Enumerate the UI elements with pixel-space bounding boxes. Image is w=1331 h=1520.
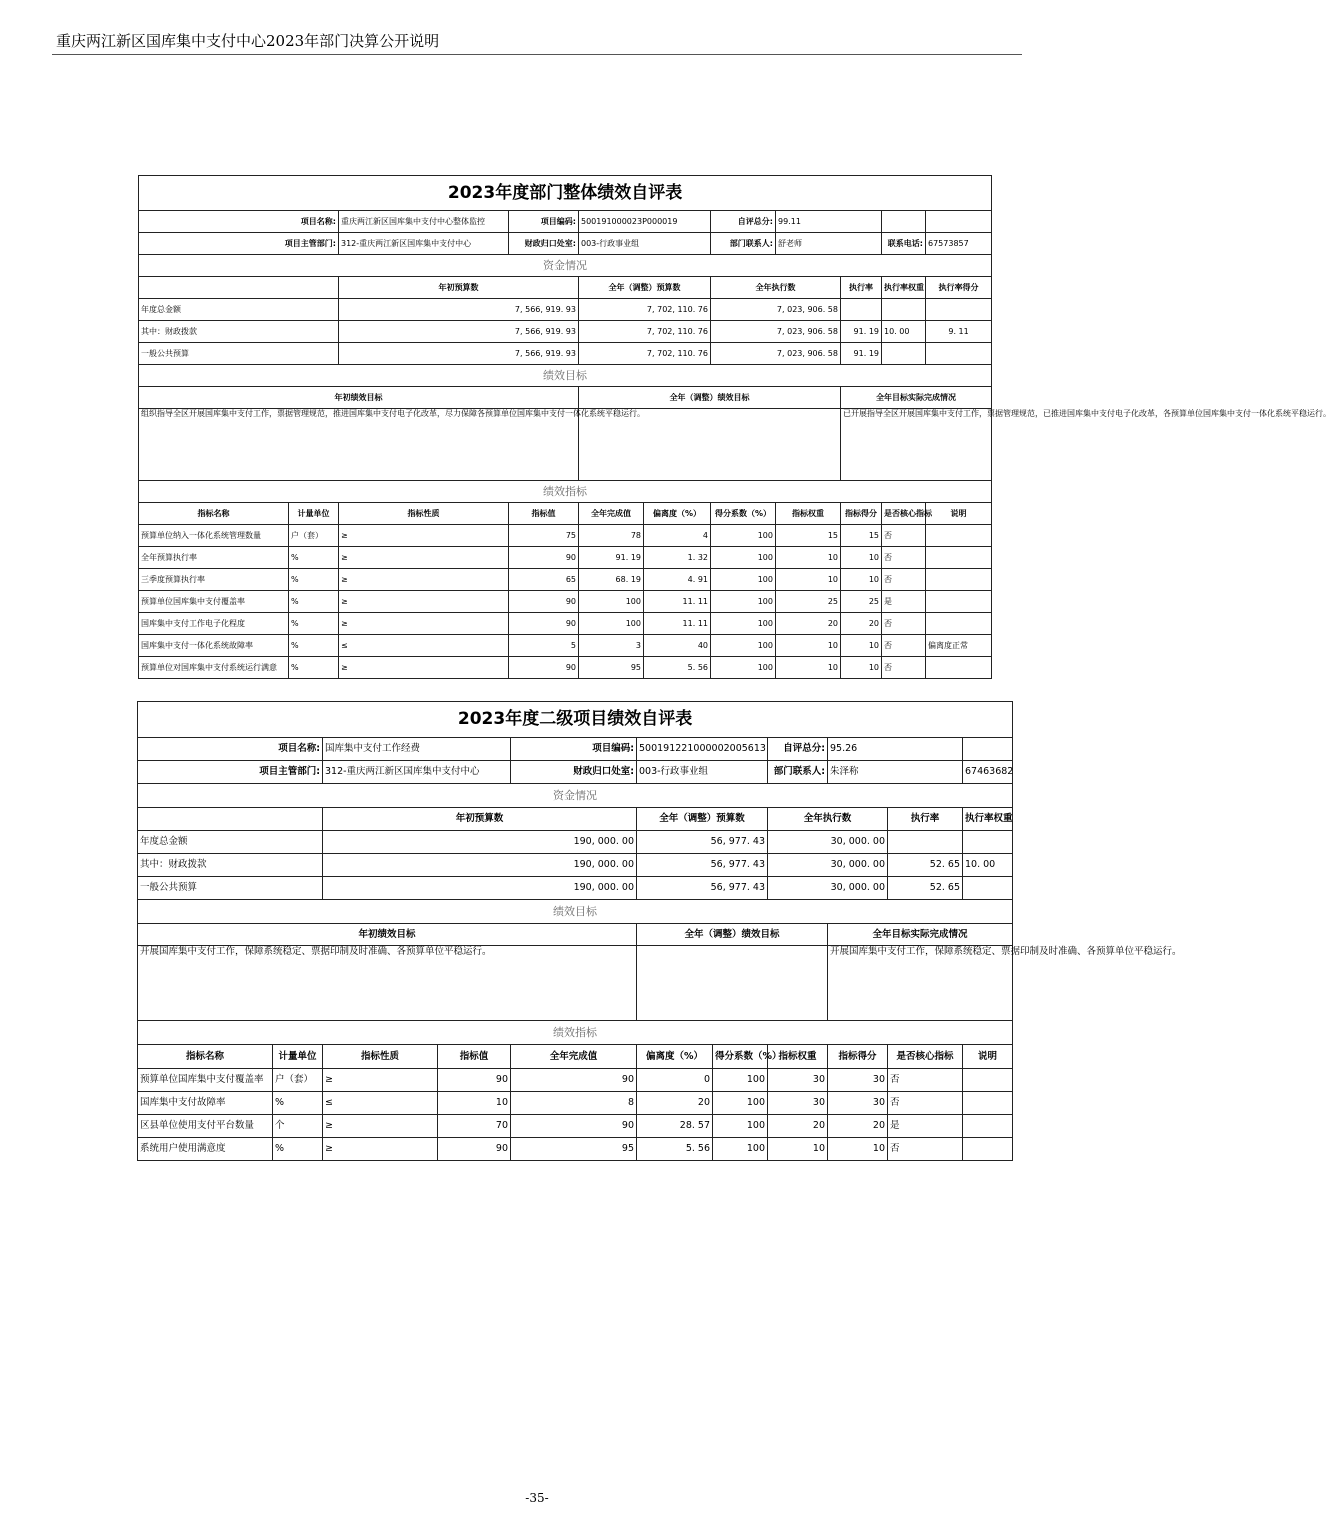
indicator-deviation: 11. 11 [644, 613, 711, 635]
indicator-header: 偏离度（%） [637, 1045, 713, 1069]
goals-header: 全年（调整）绩效目标 [637, 924, 828, 946]
indicator-coef: 100 [713, 1092, 768, 1115]
funds-row [139, 343, 992, 365]
indicator-name: 系统用户使用满意度 [138, 1138, 273, 1161]
funds-weight [963, 877, 1013, 900]
funds-rate: 52. 65 [888, 877, 963, 900]
indicator-unit: % [289, 569, 339, 591]
funds-weight [882, 343, 926, 365]
self-score-value: 99.11 [776, 211, 882, 233]
indicator-name: 国库集中支付一体化系统故障率 [139, 635, 289, 657]
funds-adjusted: 56, 977. 43 [637, 831, 768, 854]
indicator-header: 指标名称 [138, 1045, 273, 1069]
project-name-label: 项目名称: [139, 211, 339, 233]
indicator-coef: 100 [713, 1138, 768, 1161]
funds-initial: 190, 000. 00 [323, 854, 637, 877]
table-row [138, 1092, 1013, 1115]
indicator-coef: 100 [711, 635, 776, 657]
indicator-unit: % [273, 1138, 323, 1161]
indicator-nature: ≤ [339, 635, 509, 657]
indicator-note [963, 1138, 1013, 1161]
funds-header: 执行率 [888, 808, 963, 831]
funds-header: 执行率得分 [926, 277, 992, 299]
indicator-header: 说明 [963, 1045, 1013, 1069]
indicator-core: 否 [882, 657, 926, 679]
self-score-value: 95.26 [828, 738, 963, 761]
indicator-target: 90 [509, 613, 579, 635]
funds-executed: 30, 000. 00 [768, 877, 888, 900]
dept-label: 项目主管部门: [138, 761, 323, 784]
indicator-header: 全年完成值 [579, 503, 644, 525]
indicator-header: 指标得分 [828, 1045, 888, 1069]
indicator-deviation: 11. 11 [644, 591, 711, 613]
indicator-actual: 78 [579, 525, 644, 547]
indicator-core: 否 [888, 1069, 963, 1092]
indicator-deviation: 40 [644, 635, 711, 657]
table-row [139, 547, 992, 569]
funds-score [926, 343, 992, 365]
indicator-header: 指标权重 [768, 1045, 828, 1069]
indicator-weight: 20 [776, 613, 841, 635]
indicator-deviation: 20 [637, 1092, 713, 1115]
indicator-header: 指标得分 [841, 503, 882, 525]
blank-cell [139, 277, 339, 299]
contact-label: 部门联系人: [768, 761, 828, 784]
indicator-deviation: 4. 91 [644, 569, 711, 591]
indicator-core: 否 [882, 635, 926, 657]
indicator-target: 90 [438, 1138, 511, 1161]
indicator-nature: ≥ [323, 1138, 438, 1161]
table-row [139, 591, 992, 613]
indicator-unit: % [289, 613, 339, 635]
indicator-coef: 100 [711, 613, 776, 635]
goal-initial: 开展国库集中支付工作，保障系统稳定、票据印制及时准确、各预算单位平稳运行。 [138, 946, 637, 1021]
indicator-weight: 20 [768, 1115, 828, 1138]
funds-header: 年初预算数 [323, 808, 637, 831]
funds-initial: 190, 000. 00 [323, 831, 637, 854]
indicator-header: 指标权重 [776, 503, 841, 525]
indicator-note [926, 569, 992, 591]
goal-initial: 组织指导全区开展国库集中支付工作，票据管理规范，推进国库集中支付电子化改革，尽力保障各预算单位国库集中支付一体化系统平稳运行。 [139, 409, 579, 481]
blank-cell [138, 808, 323, 831]
indicator-target: 90 [509, 547, 579, 569]
indicator-header-row [139, 503, 992, 525]
self-score-label: 自评总分: [711, 211, 776, 233]
indicator-nature: ≥ [339, 569, 509, 591]
funds-row [139, 299, 992, 321]
funds-row-name: 年度总金额 [139, 299, 339, 321]
indicator-core: 否 [882, 613, 926, 635]
indicator-header: 指标值 [509, 503, 579, 525]
indicator-rows [139, 525, 992, 679]
blank-cell [882, 211, 926, 233]
funds-initial: 7, 566, 919. 93 [339, 299, 579, 321]
indicator-target: 75 [509, 525, 579, 547]
indicator-name: 国库集中支付工作电子化程度 [139, 613, 289, 635]
indicator-actual: 100 [579, 613, 644, 635]
funds-executed: 30, 000. 00 [768, 854, 888, 877]
indicator-deviation: 0 [637, 1069, 713, 1092]
phone-label: 联系电话: [882, 233, 926, 255]
funds-rate [841, 299, 882, 321]
indicator-weight: 25 [776, 591, 841, 613]
table-row [138, 1069, 1013, 1092]
indicator-note: 偏离度正常 [926, 635, 992, 657]
funds-row-name: 一般公共预算 [139, 343, 339, 365]
indicator-header: 得分系数（%） [713, 1045, 768, 1069]
indicator-target: 90 [509, 591, 579, 613]
funds-initial: 7, 566, 919. 93 [339, 343, 579, 365]
indicator-unit: % [289, 635, 339, 657]
indicator-actual: 90 [511, 1069, 637, 1092]
indicator-nature: ≥ [339, 591, 509, 613]
indicator-unit: % [289, 547, 339, 569]
indicator-target: 70 [438, 1115, 511, 1138]
indicator-name: 国库集中支付故障率 [138, 1092, 273, 1115]
indicators-section-title: 绩效指标 [138, 1021, 1013, 1045]
goal-actual: 已开展指导全区开展国库集中支付工作，票据管理规范，已推进国库集中支付电子化改革，各预算单位国库集中支付一体化系统平稳运行。 [841, 409, 992, 481]
indicator-weight: 15 [776, 525, 841, 547]
project-name-label: 项目名称: [138, 738, 323, 761]
funds-row-name: 其中：财政拨款 [138, 854, 323, 877]
indicator-note [926, 613, 992, 635]
indicator-weight: 30 [768, 1092, 828, 1115]
dept-value: 312-重庆两江新区国库集中支付中心 [323, 761, 511, 784]
funds-rate: 52. 65 [888, 854, 963, 877]
funds-initial: 7, 566, 919. 93 [339, 321, 579, 343]
indicator-target: 5 [509, 635, 579, 657]
indicator-score: 15 [841, 525, 882, 547]
funds-initial: 190, 000. 00 [323, 877, 637, 900]
indicator-unit: 个 [273, 1115, 323, 1138]
funds-header: 全年（调整）预算数 [579, 277, 711, 299]
indicator-header: 指标性质 [339, 503, 509, 525]
funds-header: 年初预算数 [339, 277, 579, 299]
project-name-value: 国库集中支付工作经费 [323, 738, 511, 761]
indicator-note [926, 547, 992, 569]
goal-adjusted [579, 409, 841, 481]
indicator-coef: 100 [711, 569, 776, 591]
indicator-note [963, 1092, 1013, 1115]
funds-rate: 91. 19 [841, 343, 882, 365]
indicator-target: 10 [438, 1092, 511, 1115]
indicator-name: 三季度预算执行率 [139, 569, 289, 591]
indicator-header: 是否核心指标 [888, 1045, 963, 1069]
funds-rate: 91. 19 [841, 321, 882, 343]
finance-office-value: 003-行政事业组 [579, 233, 711, 255]
indicator-target: 90 [509, 657, 579, 679]
funds-header: 全年执行数 [768, 808, 888, 831]
funds-header: 全年（调整）预算数 [637, 808, 768, 831]
dept-value: 312-重庆两江新区国库集中支付中心 [339, 233, 509, 255]
indicator-header: 是否核心指标 [882, 503, 926, 525]
indicator-note [926, 591, 992, 613]
self-score-label: 自评总分: [768, 738, 828, 761]
indicator-header: 指标性质 [323, 1045, 438, 1069]
indicator-score: 10 [841, 547, 882, 569]
funds-header: 执行率权重 [963, 808, 1013, 831]
phone-value: 67573857 [926, 233, 992, 255]
funds-section-title: 资金情况 [139, 255, 992, 277]
indicator-core: 否 [888, 1138, 963, 1161]
indicator-weight: 10 [768, 1138, 828, 1161]
indicator-actual: 100 [579, 591, 644, 613]
table-row [139, 569, 992, 591]
indicator-nature: ≥ [339, 613, 509, 635]
goals-header: 全年（调整）绩效目标 [579, 387, 841, 409]
goal-actual: 开展国库集中支付工作，保障系统稳定、票据印制及时准确、各预算单位平稳运行。 [828, 946, 1013, 1021]
indicator-note [963, 1115, 1013, 1138]
project-code-label: 项目编码: [511, 738, 637, 761]
indicator-score: 10 [828, 1138, 888, 1161]
indicator-rows [138, 1069, 1013, 1161]
indicator-core: 否 [882, 547, 926, 569]
indicator-deviation: 5. 56 [637, 1138, 713, 1161]
blank-cell [926, 211, 992, 233]
indicator-note [926, 525, 992, 547]
dept-performance-form [138, 175, 1331, 679]
indicator-header: 全年完成值 [511, 1045, 637, 1069]
phone-value: 67463682 [963, 761, 1013, 784]
indicator-score: 30 [828, 1092, 888, 1115]
indicator-unit: % [289, 591, 339, 613]
indicator-nature: ≥ [339, 525, 509, 547]
funds-score: 9. 11 [926, 321, 992, 343]
indicator-score: 20 [828, 1115, 888, 1138]
contact-value: 朱泽称 [828, 761, 963, 784]
indicator-actual: 95 [579, 657, 644, 679]
indicator-nature: ≥ [323, 1115, 438, 1138]
indicator-nature: ≥ [339, 547, 509, 569]
funds-executed: 7, 023, 906. 58 [711, 299, 841, 321]
indicator-header: 说明 [926, 503, 992, 525]
project-code-label: 项目编码: [509, 211, 579, 233]
indicator-deviation: 4 [644, 525, 711, 547]
funds-executed: 30, 000. 00 [768, 831, 888, 854]
funds-weight [963, 831, 1013, 854]
indicator-name: 预算单位对国库集中支付系统运行满意 [139, 657, 289, 679]
goals-header: 年初绩效目标 [138, 924, 637, 946]
indicator-name: 区县单位使用支付平台数量 [138, 1115, 273, 1138]
dept-label: 项目主管部门: [139, 233, 339, 255]
funds-row-name: 一般公共预算 [138, 877, 323, 900]
indicator-score: 10 [841, 635, 882, 657]
indicator-unit: % [273, 1092, 323, 1115]
form-title: 2023年度部门整体绩效自评表 [139, 176, 992, 211]
funds-row [138, 854, 1013, 877]
funds-row [138, 877, 1013, 900]
indicator-score: 20 [841, 613, 882, 635]
indicator-weight: 10 [776, 657, 841, 679]
indicator-core: 是 [888, 1115, 963, 1138]
indicator-coef: 100 [713, 1069, 768, 1092]
indicator-coef: 100 [711, 525, 776, 547]
indicator-weight: 10 [776, 635, 841, 657]
funds-adjusted: 56, 977. 43 [637, 877, 768, 900]
finance-office-label: 财政归口处室: [509, 233, 579, 255]
funds-row-name: 其中：财政拨款 [139, 321, 339, 343]
goals-section-title: 绩效目标 [139, 365, 992, 387]
funds-adjusted: 7, 702, 110. 76 [579, 343, 711, 365]
funds-score [926, 299, 992, 321]
project-code-value: 500191221000002005613 [637, 738, 768, 761]
funds-weight: 10. 00 [882, 321, 926, 343]
page-header: 重庆两江新区国库集中支付中心2023年部门决算公开说明 [56, 32, 440, 50]
funds-header: 执行率 [841, 277, 882, 299]
indicator-target: 65 [509, 569, 579, 591]
indicator-name: 全年预算执行率 [139, 547, 289, 569]
indicator-weight: 10 [776, 547, 841, 569]
indicator-core: 否 [888, 1092, 963, 1115]
indicator-name: 预算单位国库集中支付覆盖率 [138, 1069, 273, 1092]
funds-adjusted: 7, 702, 110. 76 [579, 299, 711, 321]
indicator-score: 25 [841, 591, 882, 613]
funds-row [138, 831, 1013, 854]
indicator-core: 是 [882, 591, 926, 613]
funds-executed: 7, 023, 906. 58 [711, 321, 841, 343]
goal-adjusted [637, 946, 828, 1021]
table-row [138, 1138, 1013, 1161]
indicator-unit: 户（套） [289, 525, 339, 547]
funds-executed: 7, 023, 906. 58 [711, 343, 841, 365]
project-name-value: 重庆两江新区国库集中支付中心整体监控 [339, 211, 509, 233]
funds-adjusted: 56, 977. 43 [637, 854, 768, 877]
finance-office-value: 003-行政事业组 [637, 761, 768, 784]
indicator-actual: 8 [511, 1092, 637, 1115]
indicator-header: 得分系数（%） [711, 503, 776, 525]
goals-header: 全年目标实际完成情况 [828, 924, 1013, 946]
page-number: -35- [525, 1491, 549, 1505]
funds-weight [882, 299, 926, 321]
indicator-header: 计量单位 [289, 503, 339, 525]
indicator-weight: 30 [768, 1069, 828, 1092]
indicator-core: 否 [882, 525, 926, 547]
funds-header: 执行率权重 [882, 277, 926, 299]
indicator-coef: 100 [711, 547, 776, 569]
funds-rate [888, 831, 963, 854]
blank-cell [963, 738, 1013, 761]
goals-header: 全年目标实际完成情况 [841, 387, 992, 409]
contact-value: 舒老师 [776, 233, 882, 255]
indicator-actual: 95 [511, 1138, 637, 1161]
indicators-section-title: 绩效指标 [139, 481, 992, 503]
funds-adjusted: 7, 702, 110. 76 [579, 321, 711, 343]
funds-weight: 10. 00 [963, 854, 1013, 877]
indicator-unit: 户（套） [273, 1069, 323, 1092]
indicator-nature: ≤ [323, 1092, 438, 1115]
indicator-core: 否 [882, 569, 926, 591]
indicator-header-row [138, 1045, 1013, 1069]
indicator-coef: 100 [713, 1115, 768, 1138]
indicator-header: 指标值 [438, 1045, 511, 1069]
finance-office-label: 财政归口处室: [511, 761, 637, 784]
goals-header: 年初绩效目标 [139, 387, 579, 409]
funds-section-title: 资金情况 [138, 784, 1013, 808]
funds-row [139, 321, 992, 343]
indicator-actual: 68. 19 [579, 569, 644, 591]
indicator-deviation: 5. 56 [644, 657, 711, 679]
funds-row-name: 年度总金额 [138, 831, 323, 854]
indicator-coef: 100 [711, 657, 776, 679]
indicator-header: 偏离度（%） [644, 503, 711, 525]
contact-label: 部门联系人: [711, 233, 776, 255]
table-row [139, 525, 992, 547]
indicator-header: 计量单位 [273, 1045, 323, 1069]
project-code-value: 500191000023P000019 [579, 211, 711, 233]
indicator-target: 90 [438, 1069, 511, 1092]
indicator-header: 指标名称 [139, 503, 289, 525]
indicator-deviation: 28. 57 [637, 1115, 713, 1138]
indicator-note [963, 1069, 1013, 1092]
table-row [139, 613, 992, 635]
indicator-deviation: 1. 32 [644, 547, 711, 569]
goals-section-title: 绩效目标 [138, 900, 1013, 924]
indicator-weight: 10 [776, 569, 841, 591]
table-row [139, 635, 992, 657]
indicator-score: 10 [841, 569, 882, 591]
indicator-actual: 3 [579, 635, 644, 657]
table-row [138, 1115, 1013, 1138]
funds-header: 全年执行数 [711, 277, 841, 299]
indicator-nature: ≥ [339, 657, 509, 679]
indicator-actual: 90 [511, 1115, 637, 1138]
form-title: 2023年度二级项目绩效自评表 [138, 702, 1013, 738]
indicator-note [926, 657, 992, 679]
indicator-score: 30 [828, 1069, 888, 1092]
table-row [139, 657, 992, 679]
indicator-nature: ≥ [323, 1069, 438, 1092]
indicator-actual: 91. 19 [579, 547, 644, 569]
indicator-unit: % [289, 657, 339, 679]
indicator-name: 预算单位纳入一体化系统管理数量 [139, 525, 289, 547]
indicator-coef: 100 [711, 591, 776, 613]
indicator-name: 预算单位国库集中支付覆盖率 [139, 591, 289, 613]
indicator-score: 10 [841, 657, 882, 679]
header-divider [52, 54, 1022, 55]
project-performance-form [137, 701, 1182, 1161]
